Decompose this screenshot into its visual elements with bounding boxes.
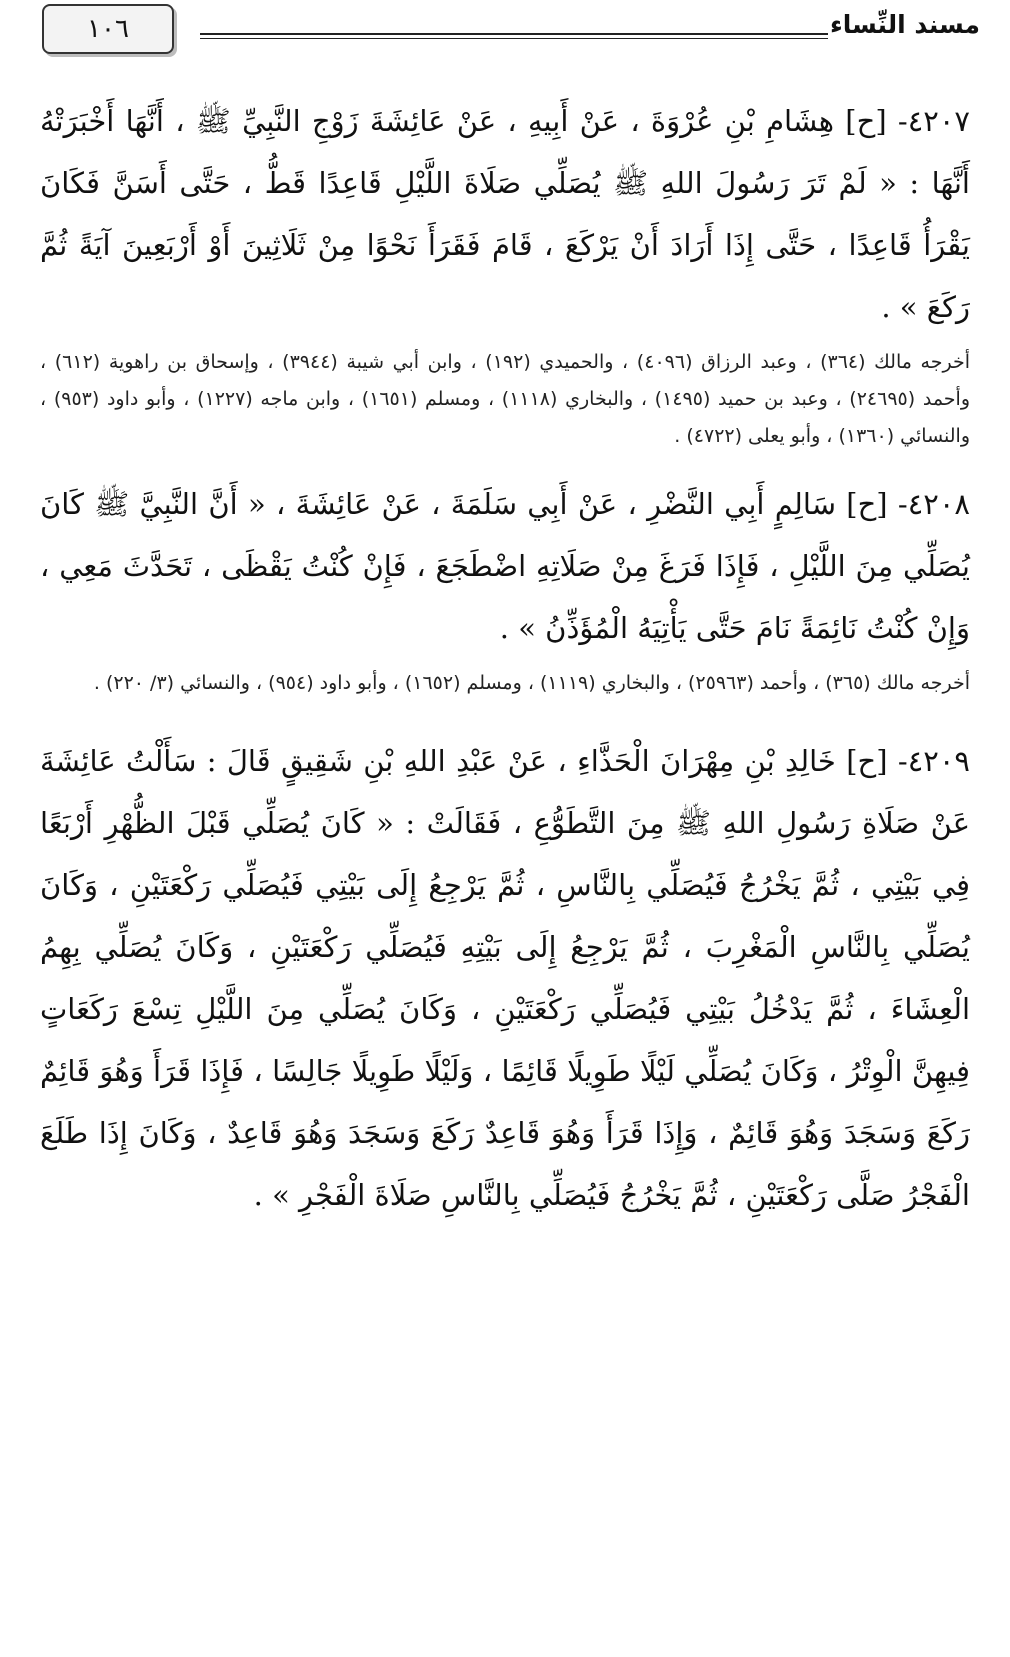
- hadith-4207-text: ٤٢٠٧- [ح] هِشَامِ بْنِ عُرْوَةَ ، عَنْ أَبِيهِ ، عَنْ عَائِشَةَ زَوْجِ النَّبِيِّ ﷺ ، أَنَّهَا أَخْبَرَتْهُ أَنَّهَا : « لَمْ تَرَ رَسُولَ اللهِ ﷺ يُصَلِّي صَلَاةَ اللَّيْلِ قَاعِدًا قَطُّ ، حَتَّى أَسَنَّ فَكَانَ يَقْرَأُ قَاعِدًا ، حَتَّى إِذَا أَرَادَ أَنْ يَرْكَعَ ، قَامَ فَقَرَأَ نَحْوًا مِنْ ثَلَاثِينَ أَوْ أَرْبَعِينَ آيَةً ثُمَّ رَكَعَ » .: [40, 104, 970, 324]
- page-content: [40, 90, 970, 1226]
- hadith-4207-takhrij: أخرجه مالك (٣٦٤) ، وعبد الرزاق (٤٠٩٦) ، والحميدي (١٩٢) ، وابن أبي شيبة (٣٩٤٤) ، وإسحاق بن راهوية (٦١٢) ، وأحمد (٢٤٦٩٥) ، وعبد بن حميد (١٤٩٥) ، والبخاري (١١١٨) ، ومسلم (١٦٥١) ، وابن ماجه (١٢٢٧) ، وأبو داود (٩٥٣) ، والنسائي (١٣٦٠) ، وأبو يعلى (٤٧٢٢) .: [40, 351, 971, 447]
- header-rule: [200, 33, 828, 39]
- page-number: ١٠٦: [42, 4, 174, 54]
- hadith-4208-text: ٤٢٠٨- [ح] سَالِمٍ أَبِي النَّضْرِ ، عَنْ أَبِي سَلَمَةَ ، عَنْ عَائِشَةَ ، « أَنَّ النَّبِيَّ ﷺ كَانَ يُصَلِّي مِنَ اللَّيْلِ ، فَإِذَا فَرَغَ مِنْ صَلَاتِهِ اضْطَجَعَ ، فَإِنْ كُنْتُ يَقْظَى ، تَحَدَّثَ مَعِي ، وَإِنْ كُنْتُ نَائِمَةً نَامَ حَتَّى يَأْتِيَهُ الْمُؤَذِّنُ » .: [40, 487, 970, 645]
- running-title: مسند النِّساء: [829, 10, 980, 39]
- hadith-4208-takhrij: أخرجه مالك (٣٦٥) ، وأحمد (٢٥٩٦٣) ، والبخاري (١١١٩) ، ومسلم (١٦٥٢) ، وأبو داود (٩٥٤) ، والنسائي (٣/ ٢٢٠) .: [93, 672, 970, 694]
- page-header: [30, 0, 980, 62]
- hadith-4209-text: ٤٢٠٩- [ح] خَالِدِ بْنِ مِهْرَانَ الْحَذَّاءِ ، عَنْ عَبْدِ اللهِ بْنِ شَقِيقٍ قَالَ : سَأَلْتُ عَائِشَةَ عَنْ صَلَاةِ رَسُولِ اللهِ ﷺ مِنَ التَّطَوُّعِ ، فَقَالَتْ : « كَانَ يُصَلِّي قَبْلَ الظُّهْرِ أَرْبَعًا فِي بَيْتِي ، ثُمَّ يَخْرُجُ فَيُصَلِّي بِالنَّاسِ ، ثُمَّ يَرْجِعُ إِلَى بَيْتِي فَيُصَلِّي رَكْعَتَيْنِ ، وَكَانَ يُصَلِّي بِالنَّاسِ الْمَغْرِبَ ، ثُمَّ يَرْجِعُ إِلَى بَيْتِهِ فَيُصَلِّي رَكْعَتَيْنِ ، وَكَانَ يُصَلِّي بِهِمُ الْعِشَاءَ ، ثُمَّ يَدْخُلُ بَيْتِي فَيُصَلِّي رَكْعَتَيْنِ ، وَكَانَ يُصَلِّي مِنَ اللَّيْلِ تِسْعَ رَكَعَاتٍ فِيهِنَّ الْوِتْرُ ، وَكَانَ يُصَلِّي لَيْلًا طَوِيلًا قَائِمًا ، وَلَيْلًا طَوِيلًا جَالِسًا ، فَإِذَا قَرَأَ وَهُوَ قَائِمٌ رَكَعَ وَسَجَدَ وَهُوَ قَائِمٌ ، وَإِذَا قَرَأَ وَهُوَ قَاعِدٌ رَكَعَ وَسَجَدَ وَهُوَ قَاعِدٌ ، وَكَانَ إِذَا طَلَعَ الْفَجْرُ صَلَّى رَكْعَتَيْنِ ، ثُمَّ يَخْرُجُ فَيُصَلِّي بِالنَّاسِ صَلَاةَ الْفَجْرِ » .: [40, 744, 970, 1212]
